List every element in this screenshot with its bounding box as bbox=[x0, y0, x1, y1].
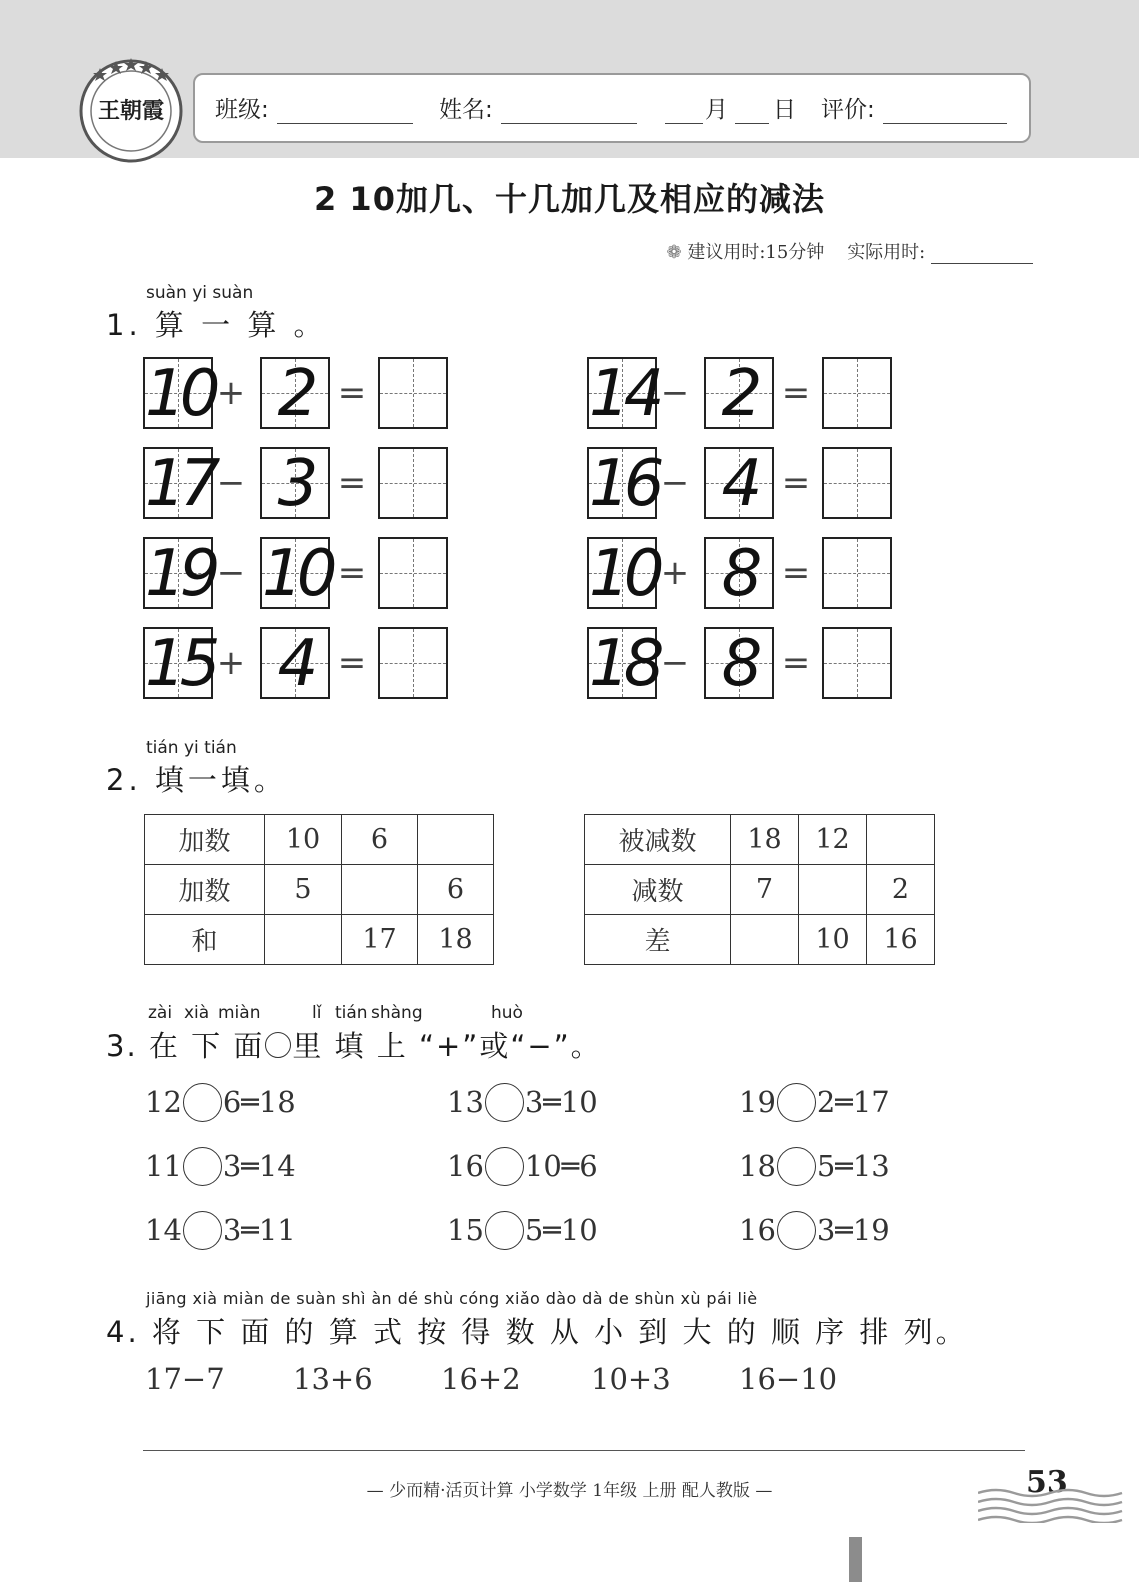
number-a: 17 bbox=[145, 447, 215, 521]
sub-value-cell: 16 bbox=[867, 915, 935, 965]
equation-left: 19 bbox=[739, 1085, 776, 1119]
q3-pinyin-mian: miàn bbox=[218, 1003, 261, 1023]
equals-sign: = bbox=[781, 553, 811, 593]
q3-title bbox=[106, 1024, 602, 1065]
q3-pinyin-huo: huò bbox=[491, 1003, 523, 1023]
answer-circle[interactable] bbox=[777, 1083, 816, 1122]
add-blank-cell[interactable] bbox=[265, 915, 342, 965]
expression: 13+6 bbox=[293, 1362, 373, 1396]
clock-icon: ❁ bbox=[666, 242, 682, 263]
logo-text: 王朝霞 bbox=[97, 98, 165, 124]
equals-sign: = bbox=[337, 643, 367, 683]
day-label: 日 bbox=[773, 97, 796, 123]
table-row bbox=[585, 915, 935, 965]
actual-time-label: 实际用时: bbox=[847, 242, 926, 263]
addition-table bbox=[144, 814, 494, 965]
equation-left: 16 bbox=[739, 1213, 776, 1247]
operator-sign: + bbox=[660, 553, 690, 593]
equation-left: 14 bbox=[145, 1213, 182, 1247]
equals-sign: = bbox=[337, 553, 367, 593]
equation-right: 5═13 bbox=[816, 1149, 890, 1183]
footer-rule bbox=[143, 1450, 1025, 1451]
page-edge-tab bbox=[849, 1537, 862, 1582]
number-box-b bbox=[704, 447, 774, 519]
class-field[interactable] bbox=[277, 123, 413, 124]
sub-value-cell: 12 bbox=[799, 815, 867, 865]
answer-circle[interactable] bbox=[183, 1211, 222, 1250]
answer-box[interactable] bbox=[378, 537, 448, 609]
add-value-cell: 6 bbox=[342, 815, 418, 865]
rating-field[interactable] bbox=[883, 123, 1007, 124]
equation-right: 3═14 bbox=[222, 1149, 296, 1183]
table-row bbox=[145, 915, 494, 965]
equation-right: 3═19 bbox=[816, 1213, 890, 1247]
q2-title: 2. 填一填。 bbox=[106, 763, 287, 797]
answer-circle[interactable] bbox=[485, 1083, 524, 1122]
answer-box[interactable] bbox=[822, 447, 892, 519]
equation-right: 10═6 bbox=[524, 1149, 598, 1183]
answer-circle[interactable] bbox=[183, 1147, 222, 1186]
page-title: 2 10加几、十几加几及相应的减法 bbox=[314, 180, 825, 218]
expression: 16+2 bbox=[441, 1362, 521, 1396]
equation-right: 2═17 bbox=[816, 1085, 890, 1119]
q4-title: 4. 将 下 面 的 算 式 按 得 数 从 小 到 大 的 顺 序 排 列。 bbox=[106, 1315, 968, 1349]
number-box-a bbox=[587, 447, 657, 519]
answer-box[interactable] bbox=[378, 447, 448, 519]
equation bbox=[739, 1082, 890, 1124]
table-row bbox=[145, 815, 494, 865]
number-a: 19 bbox=[145, 537, 215, 611]
number-box-a bbox=[587, 537, 657, 609]
number-box-a bbox=[143, 447, 213, 519]
add-value-cell: 18 bbox=[418, 915, 494, 965]
add-blank-cell[interactable] bbox=[418, 815, 494, 865]
name-label: 姓名: bbox=[439, 97, 493, 123]
number-box-a bbox=[587, 357, 657, 429]
number-box-b bbox=[704, 627, 774, 699]
add-blank-cell[interactable] bbox=[342, 865, 418, 915]
expression: 10+3 bbox=[591, 1362, 671, 1396]
equation bbox=[145, 1082, 296, 1124]
number-b: 2 bbox=[721, 357, 757, 431]
sub-value-cell: 2 bbox=[867, 865, 935, 915]
answer-box[interactable] bbox=[822, 357, 892, 429]
equation bbox=[447, 1082, 598, 1124]
answer-circle[interactable] bbox=[485, 1147, 524, 1186]
number-a: 10 bbox=[145, 357, 215, 431]
sub-blank-cell[interactable] bbox=[731, 915, 799, 965]
operator-sign: − bbox=[660, 643, 690, 683]
q3-pinyin-zai: zài bbox=[148, 1003, 173, 1023]
number-a: 15 bbox=[145, 627, 215, 701]
equation-right: 5═10 bbox=[524, 1213, 598, 1247]
number-b: 10 bbox=[262, 537, 332, 611]
q3-pinyin-li: lǐ bbox=[312, 1003, 322, 1023]
add-value-cell: 6 bbox=[418, 865, 494, 915]
q3-title-after: 里 填 上 “+”或“−”。 bbox=[292, 1029, 602, 1063]
actual-time-field[interactable] bbox=[931, 246, 1033, 264]
sub-value-cell: 18 bbox=[731, 815, 799, 865]
rating-label: 评价: bbox=[821, 97, 875, 123]
answer-box[interactable] bbox=[378, 627, 448, 699]
sub-value-cell: 10 bbox=[799, 915, 867, 965]
suggested-time: 建议用时:15分钟 bbox=[687, 242, 825, 263]
number-box-a bbox=[143, 357, 213, 429]
equals-sign: = bbox=[781, 373, 811, 413]
number-box-b bbox=[260, 357, 330, 429]
q3-pinyin-xia: xià bbox=[184, 1003, 210, 1023]
answer-box[interactable] bbox=[822, 627, 892, 699]
student-info-box bbox=[193, 73, 1031, 143]
operator-sign: − bbox=[216, 463, 246, 503]
q1-pinyin: suàn yi suàn bbox=[146, 283, 254, 303]
operator-sign: − bbox=[660, 373, 690, 413]
month-field[interactable] bbox=[665, 123, 703, 124]
number-box-b bbox=[260, 447, 330, 519]
day-field[interactable] bbox=[735, 123, 769, 124]
equation bbox=[739, 1146, 890, 1188]
equals-sign: = bbox=[781, 463, 811, 503]
number-b: 4 bbox=[721, 447, 757, 521]
answer-box[interactable] bbox=[378, 357, 448, 429]
sub-value-cell: 7 bbox=[731, 865, 799, 915]
operator-sign: + bbox=[216, 373, 246, 413]
equation-left: 18 bbox=[739, 1149, 776, 1183]
number-box-b bbox=[260, 537, 330, 609]
q2-pinyin: tián yi tián bbox=[146, 738, 237, 758]
number-b: 8 bbox=[721, 537, 757, 611]
sub-row-label: 差 bbox=[585, 915, 731, 965]
equation-left: 12 bbox=[145, 1085, 182, 1119]
sub-blank-cell[interactable] bbox=[799, 865, 867, 915]
operator-sign: + bbox=[216, 643, 246, 683]
equation-left: 11 bbox=[145, 1149, 182, 1183]
equation-right: 6═18 bbox=[222, 1085, 296, 1119]
wave-decoration-icon bbox=[978, 1483, 1128, 1523]
equation-left: 15 bbox=[447, 1213, 484, 1247]
q4-pinyin: jiāng xià miàn de suàn shì àn dé shù cóng xiǎo dào dà de shùn xù pái liè bbox=[146, 1289, 758, 1308]
answer-circle[interactable] bbox=[777, 1147, 816, 1186]
number-box-a bbox=[587, 627, 657, 699]
answer-box[interactable] bbox=[822, 537, 892, 609]
add-value-cell: 10 bbox=[265, 815, 342, 865]
number-b: 2 bbox=[277, 357, 313, 431]
expression: 17−7 bbox=[145, 1362, 225, 1396]
number-b: 8 bbox=[721, 627, 757, 701]
add-row-label: 加数 bbox=[145, 815, 265, 865]
equation-left: 13 bbox=[447, 1085, 484, 1119]
sub-blank-cell[interactable] bbox=[867, 815, 935, 865]
equation bbox=[447, 1146, 598, 1188]
month-label: 月 bbox=[705, 97, 728, 123]
number-b: 4 bbox=[277, 627, 313, 701]
answer-circle[interactable] bbox=[485, 1211, 524, 1250]
page-number: 53 bbox=[1026, 1465, 1068, 1500]
add-value-cell: 17 bbox=[342, 915, 418, 965]
q3-title-before: 3. 在 下 面 bbox=[106, 1029, 265, 1063]
number-a: 14 bbox=[589, 357, 659, 431]
answer-circle[interactable] bbox=[777, 1211, 816, 1250]
footer-text: — 少而精·活页计算 小学数学 1年级 上册 配人教版 — bbox=[366, 1481, 773, 1501]
number-box-b bbox=[260, 627, 330, 699]
add-row-label: 和 bbox=[145, 915, 265, 965]
equation bbox=[145, 1210, 296, 1252]
time-row bbox=[667, 238, 1034, 264]
number-box-b bbox=[704, 537, 774, 609]
answer-circle[interactable] bbox=[183, 1083, 222, 1122]
add-value-cell: 5 bbox=[265, 865, 342, 915]
number-b: 3 bbox=[277, 447, 313, 521]
class-label: 班级: bbox=[215, 97, 269, 123]
q3-pinyin-shang: shàng bbox=[371, 1003, 423, 1023]
equation bbox=[145, 1146, 296, 1188]
equation-left: 16 bbox=[447, 1149, 484, 1183]
add-row-label: 加数 bbox=[145, 865, 265, 915]
operator-sign: − bbox=[216, 553, 246, 593]
equation-right: 3═10 bbox=[524, 1085, 598, 1119]
operator-sign: − bbox=[660, 463, 690, 503]
sub-row-label: 被减数 bbox=[585, 815, 731, 865]
number-a: 10 bbox=[589, 537, 659, 611]
subtraction-table bbox=[584, 814, 935, 965]
equation bbox=[739, 1210, 890, 1252]
number-a: 18 bbox=[589, 627, 659, 701]
equation bbox=[447, 1210, 598, 1252]
number-box-a bbox=[143, 627, 213, 699]
q1-title: 1. 算 一 算 。 bbox=[106, 308, 327, 342]
equation-right: 3═11 bbox=[222, 1213, 296, 1247]
equals-sign: = bbox=[781, 643, 811, 683]
q3-pinyin-tian: tián bbox=[335, 1003, 368, 1023]
table-row bbox=[585, 815, 935, 865]
number-box-a bbox=[143, 537, 213, 609]
sub-row-label: 减数 bbox=[585, 865, 731, 915]
number-a: 16 bbox=[589, 447, 659, 521]
brand-logo bbox=[78, 58, 184, 164]
circle-symbol bbox=[265, 1032, 291, 1058]
number-box-b bbox=[704, 357, 774, 429]
name-field[interactable] bbox=[501, 123, 637, 124]
expression: 16−10 bbox=[739, 1362, 838, 1396]
equals-sign: = bbox=[337, 373, 367, 413]
table-row bbox=[145, 865, 494, 915]
table-row bbox=[585, 865, 935, 915]
equals-sign: = bbox=[337, 463, 367, 503]
